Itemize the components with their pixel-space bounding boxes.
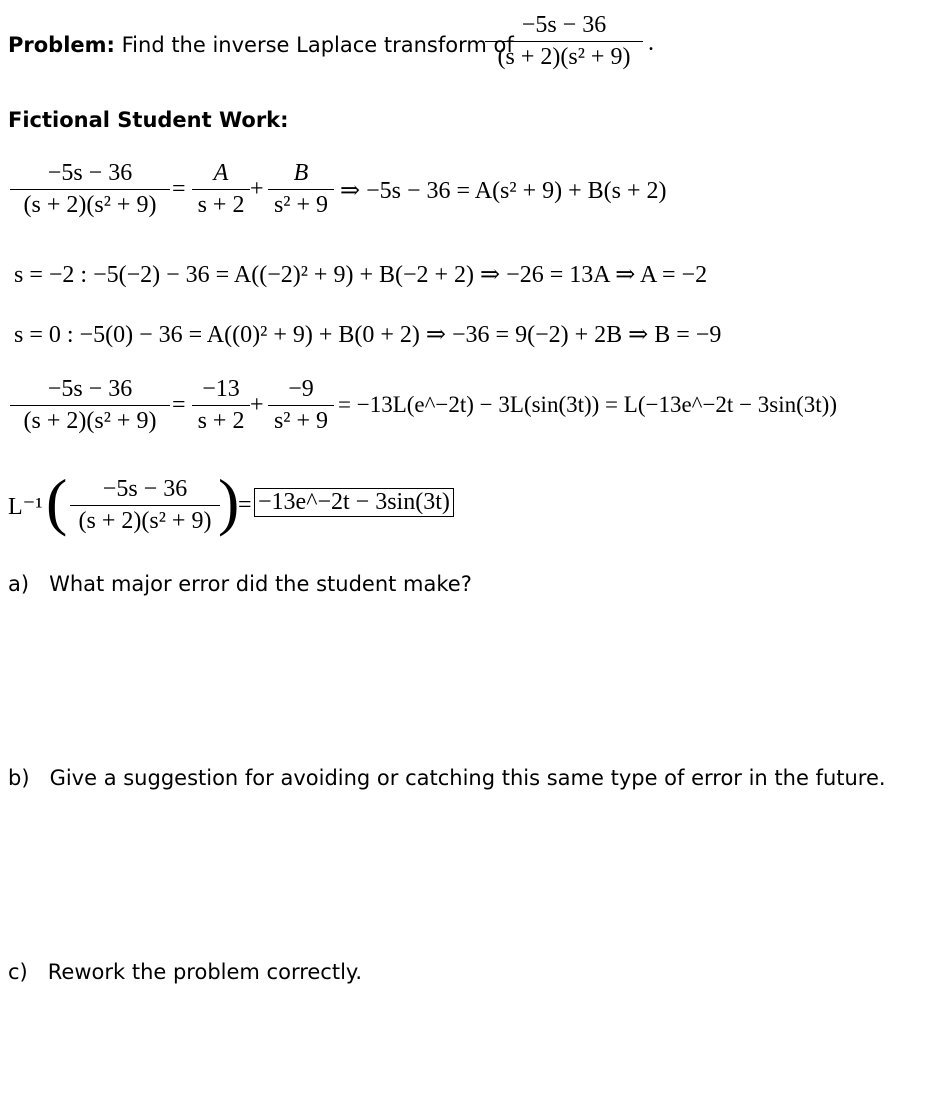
problem-fraction <box>485 12 643 71</box>
l5-eq: = <box>238 492 252 518</box>
l4-b-num: −9 <box>288 376 314 402</box>
l1-a-den: s + 2 <box>197 192 245 218</box>
l4-lhs-den: (s + 2)(s² + 9) <box>23 408 157 434</box>
l4-a-num: −13 <box>202 376 240 402</box>
l5-num: −5s − 36 <box>102 476 188 502</box>
question-b-label: b) <box>8 766 30 790</box>
l1-lhs-den: (s + 2)(s² + 9) <box>23 192 157 218</box>
line-s-minus-2: s = −2 : −5(−2) − 36 = A((−2)² + 9) + B(−2 + 2) ⇒ −26 = 13A ⇒ A = −2 <box>14 262 708 288</box>
l1-b-den: s² + 9 <box>273 192 329 218</box>
problem-statement <box>8 33 514 57</box>
question-a <box>8 572 472 596</box>
l1-b-num: B <box>293 160 309 186</box>
l4-eq: = <box>172 392 186 418</box>
inverse-laplace-operator: L⁻¹ <box>8 494 43 520</box>
question-c <box>8 960 362 984</box>
l1-eq: = <box>172 176 186 202</box>
problem-label: Problem: <box>8 33 115 57</box>
l4-rhs: = −13L(e^−2t) − 3L(sin(3t)) = L(−13e^−2t − 3sin(3t)) <box>338 392 838 417</box>
line-s-zero: s = 0 : −5(0) − 36 = A((0)² + 9) + B(0 + 2) ⇒ −36 = 9(−2) + 2B ⇒ B = −9 <box>14 322 722 348</box>
problem-numerator: −5s − 36 <box>521 12 607 38</box>
l5-fraction <box>70 476 220 535</box>
question-a-label: a) <box>8 572 30 596</box>
right-paren: ) <box>218 466 240 537</box>
l1-lhs-num: −5s − 36 <box>47 160 133 186</box>
question-c-text: Rework the problem correctly. <box>47 960 363 984</box>
left-paren: ( <box>46 466 68 537</box>
question-b-text: Give a suggestion for avoiding or catching this same type of error in the future. <box>49 766 886 790</box>
question-c-label: c) <box>8 960 28 984</box>
l4-b-fraction <box>268 376 334 435</box>
work-heading: Fictional Student Work: <box>8 108 289 132</box>
question-b <box>8 766 886 790</box>
l5-den: (s + 2)(s² + 9) <box>78 508 212 534</box>
l4-lhs-fraction <box>10 376 170 435</box>
l4-a-den: s + 2 <box>197 408 245 434</box>
l4-a-fraction <box>192 376 250 435</box>
l1-lhs-fraction <box>10 160 170 219</box>
l1-a-fraction <box>192 160 250 219</box>
l1-rhs: ⇒ −5s − 36 = A(s² + 9) + B(s + 2) <box>340 178 667 204</box>
l1-a-num: A <box>213 160 229 186</box>
problem-denominator: (s + 2)(s² + 9) <box>497 44 631 70</box>
problem-text: Find the inverse Laplace transform of <box>121 33 514 57</box>
question-a-text: What major error did the student make? <box>49 572 472 596</box>
boxed-answer: −13e^−2t − 3sin(3t) <box>254 488 454 517</box>
l4-plus: + <box>250 392 264 418</box>
l1-plus: + <box>250 176 264 202</box>
l4-b-den: s² + 9 <box>273 408 329 434</box>
problem-period: . <box>648 30 654 56</box>
l4-lhs-num: −5s − 36 <box>47 376 133 402</box>
l1-b-fraction <box>268 160 334 219</box>
